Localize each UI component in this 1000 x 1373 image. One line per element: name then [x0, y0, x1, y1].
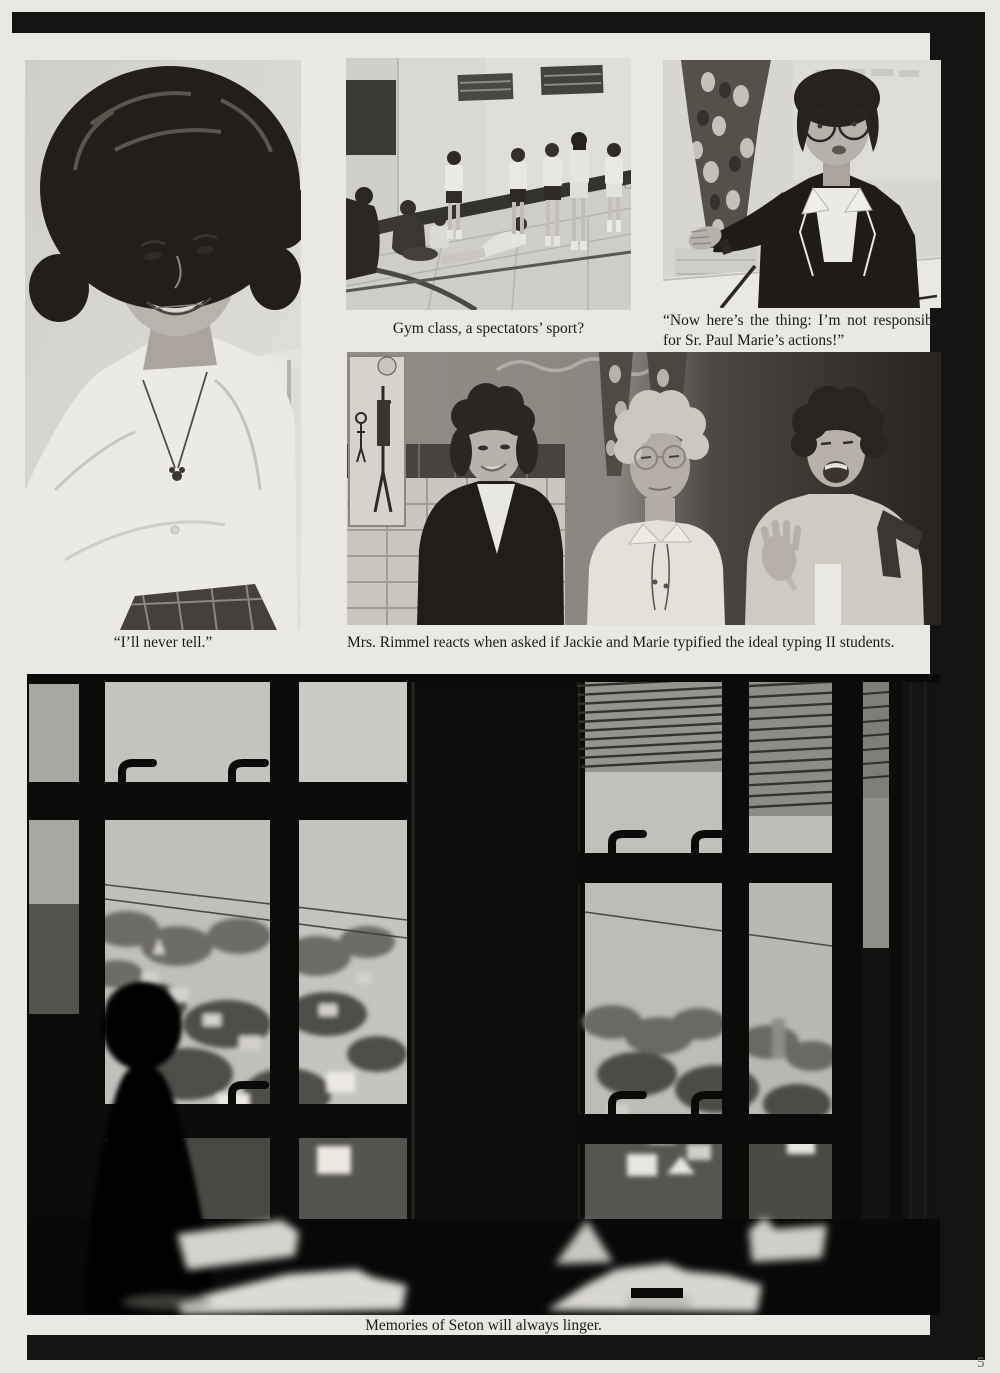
bleedthrough-digit: 3 [623, 174, 632, 193]
gym-illustration [346, 58, 631, 310]
portrait-illustration [25, 60, 301, 630]
border-bottom [27, 1335, 985, 1360]
teacher-illustration [663, 60, 941, 308]
border-top [12, 12, 965, 33]
caption-typing: Mrs. Rimmel reacts when asked if Jackie and Marie typified the ideal typing II students. [347, 634, 895, 651]
windows-illustration [27, 674, 940, 1315]
photo-teacher [663, 60, 941, 308]
photo-portrait [25, 60, 301, 630]
photo-typing [347, 352, 941, 625]
typing-illustration [347, 352, 941, 625]
photo-gym [346, 58, 631, 310]
caption-gym: Gym class, a spectators’ sport? [392, 320, 585, 337]
caption-teacher: “Now here’s the thing: I’m not responsible for Sr. Paul Marie’s actions!” [663, 312, 944, 349]
caption-portrait: “I’ll never tell.” [113, 634, 213, 651]
page-number: 5 [977, 1355, 985, 1371]
caption-windows: Memories of Seton will always linger. [365, 1317, 602, 1334]
photo-windows [27, 674, 940, 1315]
